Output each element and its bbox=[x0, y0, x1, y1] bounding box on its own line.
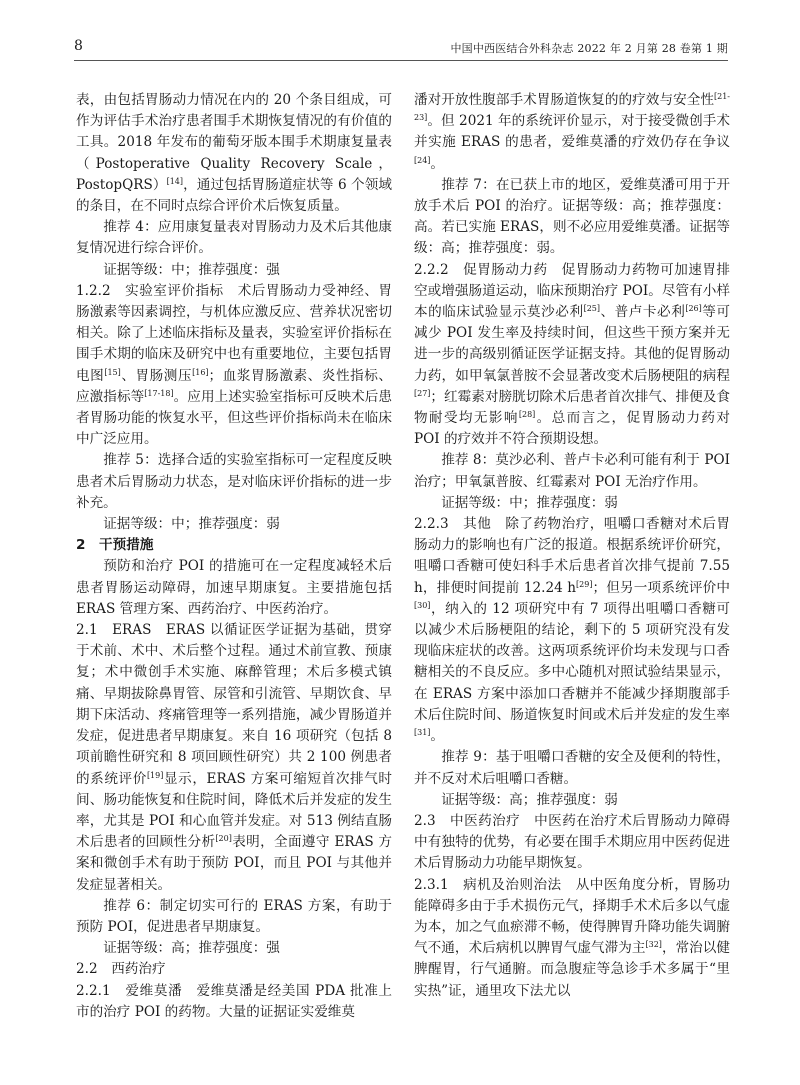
header-rule bbox=[74, 60, 728, 61]
citation: [19] bbox=[146, 770, 164, 780]
section-2-3: 2.3 中医药治疗 中医药在治疗术后胃肠动力障碍中有独特的优势，有必要在围手术期应用中医药促进术后胃肠动力功能早期恢复。 bbox=[414, 812, 730, 872]
recommendation-9-evidence: 证据等级：高；推荐强度：弱 bbox=[441, 791, 618, 808]
recommendation-8: 推荐 8：莫沙必利、普卢卡必利可能有利于 POI 治疗；甲氧氯普胺、红霉素对 POI 无治疗作用。 bbox=[414, 452, 730, 490]
citation: [16] bbox=[192, 367, 209, 377]
section-2-2-3: 2.2.3 其他 除了药物治疗，咀嚼口香糖对术后胃肠动力的影响也有广泛的报道。根据系统评价研究，咀嚼口香糖可使妇科手术后患者首次排气提前 7.55 h，排便时间提前 12.24 h[29]；但另一项系统评价中[30]，纳入的 12 项研究中有 7 项得出咀嚼口香糖可以减少术后肠梗阻的结论，剩下的 5 项研究没有发现临床症状的改善。这两项系统评价均未发现与口香糖相关的不良反应。多中心随机对照试验结果显示，在 ERAS 方案中添加口香糖并不能减少择期腹部手术后住院时间、肠道恢复时间或术后并发症的发生率[31]。 bbox=[414, 516, 731, 745]
recommendation-5-evidence: 证据等级：中；推荐强度：弱 bbox=[103, 516, 280, 533]
recommendation-4: 推荐 4：应用康复量表对胃肠动力及术后其他康复情况进行综合评价。 bbox=[76, 219, 392, 257]
recommendation-8-evidence: 证据等级：中；推荐强度：弱 bbox=[441, 494, 618, 511]
citation: [14] bbox=[166, 176, 183, 186]
paragraph-scale-intro: 表，由包括胃肠动力情况在内的 20 个条目组成，可作为评估手术治疗患者围手术期恢复情况的有价值的工具。2018 年发布的葡萄牙版本围手术期康复量表（Postoperative Quality Recovery Scale，PostopQRS）[14]，通过包括胃肠道症状等 6 个领域的条目，在不同时点综合评价术后恢复质量。 bbox=[76, 92, 393, 215]
recommendation-9: 推荐 9：基于咀嚼口香糖的安全及便利的特性，并不反对术后咀嚼口香糖。 bbox=[414, 749, 730, 787]
citation: [30] bbox=[414, 600, 431, 610]
left-column bbox=[76, 90, 392, 1023]
citation: [29] bbox=[576, 579, 593, 589]
alvimopan-continued: 潘对开放性腹部手术胃肠道恢复的的疗效与安全性[21-23]。但 2021 年的系统评价显示，对于接受微创手术并实施 ERAS 的患者，爱维莫潘的疗效仍存在争议[24]。 bbox=[414, 92, 730, 172]
citation: [15] bbox=[104, 367, 121, 377]
citation: [17-18] bbox=[144, 388, 174, 398]
citation: [32] bbox=[645, 940, 662, 950]
recommendation-5: 推荐 5：选择合适的实验室指标可一定程度反映患者术后胃肠动力状态，是对临床评价指标的进一步补充。 bbox=[76, 452, 392, 511]
section-1-2-2: 1.2.2 实验室评价指标 术后胃肠动力受神经、胃肠激素等因素调控，与机体应激反应、营养状况密切相关。除了上述临床指标及量表，实验室评价指标在围手术期的临床及研究中也有重要地位，主要包括胃电图[15]、胃肠测压[16]；血浆胃肠激素、炎性指标、应激指标等[17-18]。应用上述实验室指标可反映术后患者胃肠功能的恢复水平，但这些评价指标尚未在临床中广泛应用。 bbox=[76, 282, 393, 448]
page-number: 8 bbox=[74, 38, 83, 54]
citation: [27] bbox=[414, 388, 431, 398]
recommendation-6-evidence: 证据等级：高；推荐强度：强 bbox=[103, 940, 280, 957]
citation: [25] bbox=[583, 304, 600, 314]
citation: [20] bbox=[215, 834, 232, 844]
section-2-2-1: 2.2.1 爱维莫潘 爱维莫潘是经美国 PDA 批准上市的治疗 POI 的药物。大量的证据证实爱维莫 bbox=[76, 982, 392, 1020]
recommendation-7: 推荐 7：在已获上市的地区，爱维莫潘可用于开放手术后 POI 的治疗。证据等级：高；推荐强度：高。若已实施 ERAS，则不必应用爱维莫潘。证据等级：高；推荐强度：弱。 bbox=[414, 176, 730, 257]
right-column bbox=[414, 90, 730, 1002]
citation: [28] bbox=[518, 410, 536, 420]
section-2-2-2: 2.2.2 促胃肠动力药 促胃肠动力药物可加速胃排空或增强肠道运动，临床预期治疗 POI。尽管有小样本的临床试验显示莫沙必利[25]、普卢卡必利[26]等可减少 POI 发生率及持续时间，但这些干预方案并无进一步的高级别循证医学证据支持。其他的促胃肠动力药，如甲氧氯普胺不会显著改变术后肠梗阻的病程[27]；红霉素对膀胱切除术后患者首次排气、排便及食物耐受均无影响[28]。总而言之，促胃肠动力药对 POI 的疗效并不符合预期设想。 bbox=[414, 261, 731, 448]
running-head: 中国中西医结合外科杂志 2022 年 2 月第 28 卷第 1 期 bbox=[450, 42, 728, 55]
section-2-1-eras: 2.1 ERAS ERAS 以循证医学证据为基础，贯穿于术前、术中、术后整个过程。通过术前宣教、预康复；术中微创手术实施、麻醉管理；术后多模式镇痛、早期拔除鼻胃管、尿管和引流管、早期饮食、早期下床活动、疼痛管理等一系列措施，减少胃肠道并发症，促进患者早期康复。来自 16 项研究（包括 8 项前瞻性研究和 8 项回顾性研究）共 2 100 例患者的系统评价[19]显示，ERAS 方案可缩短首次排气时间、肠功能恢复和住院时间，降低术后并发症的发生率，尤其是 POI 和心血管并发症。对 513 例结直肠术后患者的回顾性分析[20]表明，全面遵守 ERAS 方案和微创手术有助于预防 POI，而且 POI 与其他并发症显著相关。 bbox=[76, 622, 392, 893]
citation: [26] bbox=[685, 304, 702, 314]
citation: [24] bbox=[414, 155, 431, 165]
section-2-heading: 2 干预措施 bbox=[76, 537, 154, 554]
citation: [21-23] bbox=[414, 92, 730, 123]
section-2-3-1: 2.3.1 病机及治则治法 从中医角度分析，胃肠功能障碍多由于手术损伤元气，择期手术术后多以气虚为本，加之气血瘀滞不畅，使得脾胃升降功能失调腑气不通，术后病机以脾胃气虚气滞为主[32]，常治以健脾醒胃，行气通腑。而急腹症等急诊手术多属于“里实热”证，通里攻下法尤以 bbox=[414, 876, 731, 999]
section-2-2-heading: 2.2 西药治疗 bbox=[76, 961, 166, 978]
citation: [31] bbox=[414, 728, 431, 738]
recommendation-6: 推荐 6：制定切实可行的 ERAS 方案，有助于预防 POI，促进患者早期康复。 bbox=[76, 897, 392, 935]
recommendation-4-evidence: 证据等级：中；推荐强度：强 bbox=[103, 261, 280, 278]
section-2-intro: 预防和治疗 POI 的措施可在一定程度减轻术后患者胃肠运动障碍，加速早期康复。主要措施包括 ERAS 管理方案、西药治疗、中医药治疗。 bbox=[76, 558, 392, 617]
